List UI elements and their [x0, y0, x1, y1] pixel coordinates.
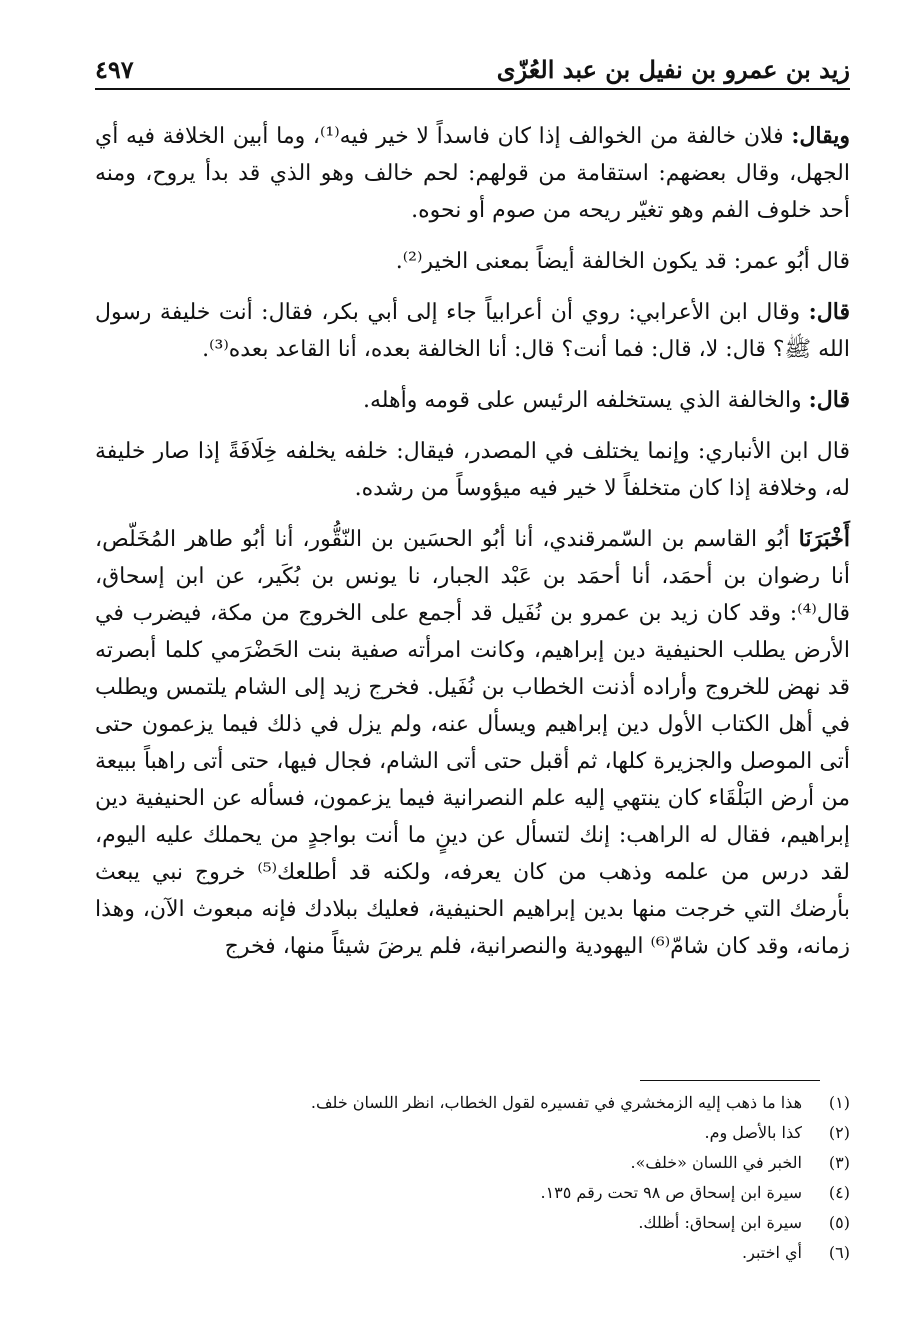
paragraph	[95, 118, 850, 229]
footnote	[95, 1208, 850, 1238]
paragraph	[95, 521, 850, 965]
paragraph-text: وقال ابن الأعرابي: روي أن أعرابياً جاء إلى أبي بكر، فقال: أنت خليفة رسول الله ﷺ؟ قال: لا، قال: فما أنت؟ قال: أنا الخالفة بعده، أنا القاعد بعده⁽³⁾.	[95, 300, 850, 362]
paragraph-text: أبُو القاسم بن السّمرقندي، أنا أبُو الحسَين بن النّقُّور، أنا أبُو طاهر المُخَلّص، أنا رضوان بن أحمَد، أنا أحمَد بن عَبْد الجبار، نا يونس بن بُكَير، عن ابن إسحاق، قال⁽⁴⁾: وقد كان زيد بن عمرو بن نُفَيل قد أجمع على الخروج من مكة، فيضرب في الأرض يطلب الحنيفية دين إبراهيم، وكانت امرأته صفية بنت الحَضْرَمي كلما أبصرته قد نهض للخروج وأراده أذنت الخطاب بن نُفَيل. فخرج زيد إلى الشام يلتمس ويطلب في أهل الكتاب الأول دين إبراهيم ويسأل عنه، ولم يزل في ذلك فيما يزعمون حتى أتى الموصل والجزيرة كلها، ثم أقبل حتى أتى الشام، فجال فيها، حتى أتى راهباً ببيعة من أرض البَلْقَاء كان ينتهي إليه علم النصرانية فيما يزعمون، فسأله عن الحنيفية دين إبراهيم، فقال له الراهب: إنك لتسأل عن دينٍ ما أنت بواجدٍ من يحملك عليه اليوم، لقد درس من علمه وذهب من كان يعرفه، ولكنه قد أطلعك⁽⁵⁾ خروج نبي يبعث بأرضك التي خرجت منها بدين إبراهيم الحنيفية، فعليك ببلادك فإنه مبعوث الآن، وهذا زمانه، وقد كان شامّ⁽⁶⁾ اليهودية والنصرانية، فلم يرضَ شيئاً منها، فخرج	[95, 527, 850, 959]
footnote-text: سيرة ابن إسحاق: أظلك.	[638, 1213, 802, 1232]
page-header	[95, 48, 850, 90]
footnote-number: (٢)	[828, 1123, 850, 1142]
footnote-text: كذا بالأصل وم.	[704, 1123, 802, 1142]
paragraph-text: قال ابن الأنباري: وإنما يختلف في المصدر، فيقال: خلفه يخلفه خِلَافَةً إذا صار خليفة له، وخلافة إذا كان متخلفاً لا خير فيه ميؤوساً من رشده.	[95, 439, 850, 501]
page-number: ٤٩٧	[95, 55, 134, 84]
paragraph-lead: قال:	[808, 299, 850, 325]
footnote	[95, 1238, 850, 1268]
paragraph-text: قال أبُو عمر: قد يكون الخالفة أيضاً بمعنى الخير⁽²⁾.	[395, 249, 850, 274]
footnote-text: أي اختبر.	[742, 1243, 802, 1262]
paragraph-lead: أَخْبَرَنَا	[798, 526, 850, 552]
footnote-number: (٥)	[828, 1213, 850, 1232]
running-title: زيد بن عمرو بن نفيل بن عبد العُزّى	[496, 55, 850, 84]
footnote-text: هذا ما ذهب إليه الزمخشري في تفسيره لقول الخطاب، انظر اللسان خلف.	[310, 1093, 802, 1112]
paragraph	[95, 294, 850, 368]
paragraph-lead: قال:	[808, 387, 850, 413]
footnote-number: (١)	[828, 1093, 850, 1112]
footnote-divider	[640, 1080, 820, 1081]
footnote-text: الخبر في اللسان «خلف».	[630, 1153, 802, 1172]
paragraph	[95, 433, 850, 507]
paragraph-text: فلان خالفة من الخوالف إذا كان فاسداً لا خير فيه⁽¹⁾، وما أبين الخلافة فيه أي الجهل، وقال بعضهم: استقامة من قولهم: لحم خالف وهو الذي قد بدأ يروح، ومنه أحد خلوف الفم وهو تغيّر ريحه من صوم أو نحوه.	[95, 124, 850, 223]
paragraph	[95, 243, 850, 280]
footnotes	[95, 1088, 850, 1268]
footnote	[95, 1148, 850, 1178]
paragraph-text: والخالفة الذي يستخلفه الرئيس على قومه وأهله.	[362, 388, 809, 413]
footnote-text: سيرة ابن إسحاق ص ٩٨ تحت رقم ١٣٥.	[540, 1183, 802, 1202]
footnote	[95, 1118, 850, 1148]
footnote	[95, 1088, 850, 1118]
paragraph-lead: ويقال:	[791, 123, 850, 149]
main-text	[95, 118, 850, 965]
footnote-number: (٤)	[828, 1183, 850, 1202]
footnote	[95, 1178, 850, 1208]
footnote-number: (٦)	[828, 1243, 850, 1262]
footnote-number: (٣)	[828, 1153, 850, 1172]
paragraph	[95, 382, 850, 419]
